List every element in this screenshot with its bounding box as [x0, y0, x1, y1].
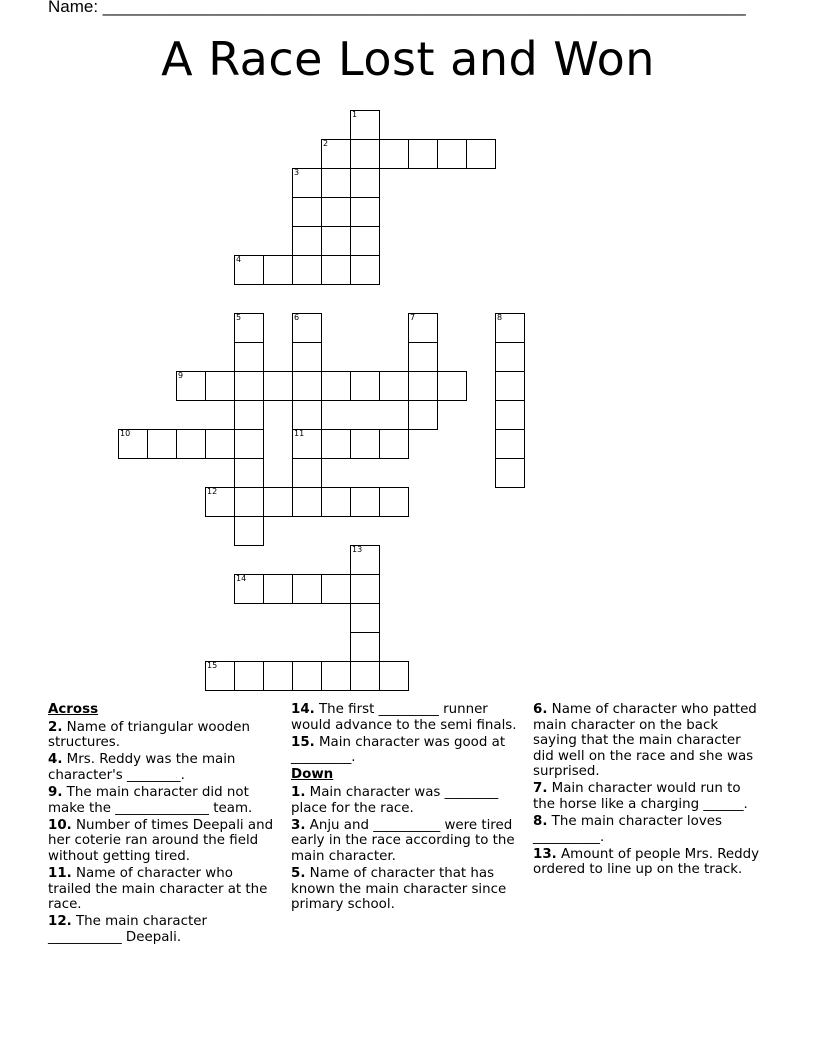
clue-item-text: Main character was ________ place for the race. — [291, 784, 499, 816]
grid-cell[interactable] — [437, 139, 467, 169]
grid-cell[interactable] — [292, 574, 322, 604]
grid-cell[interactable] — [292, 313, 322, 343]
grid-cell[interactable] — [263, 371, 293, 401]
clue-number: 2 — [323, 139, 329, 148]
grid-cell[interactable] — [292, 255, 322, 285]
grid-cell[interactable] — [350, 226, 380, 256]
clue-number: 15 — [207, 661, 218, 670]
clue-item — [533, 847, 765, 878]
clue-number: 13 — [352, 545, 363, 554]
grid-cell[interactable] — [379, 487, 409, 517]
grid-cell[interactable] — [350, 139, 380, 169]
clue-item — [291, 735, 523, 766]
clue-item-number: 14. — [291, 702, 315, 717]
down-clue-list — [291, 785, 523, 913]
clue-item — [48, 752, 280, 783]
grid-cell[interactable] — [350, 545, 380, 575]
clue-item-text: The main character ___________ Deepali. — [48, 914, 207, 945]
grid-cell[interactable] — [350, 661, 380, 691]
grid-cell[interactable] — [292, 371, 322, 401]
grid-cell[interactable] — [408, 371, 438, 401]
grid-cell[interactable] — [234, 400, 264, 430]
grid-cell[interactable] — [234, 429, 264, 459]
grid-cell[interactable] — [321, 371, 351, 401]
grid-cell[interactable] — [321, 197, 351, 227]
grid-cell[interactable] — [321, 487, 351, 517]
grid-cell[interactable] — [292, 458, 322, 488]
clue-item-number: 6. — [533, 702, 548, 717]
clue-item-text: The main character did not make the ______________ team. — [48, 784, 253, 816]
grid-cell[interactable] — [292, 429, 322, 459]
grid-cell[interactable] — [205, 487, 235, 517]
grid-cell[interactable] — [408, 139, 438, 169]
clues-column-3 — [533, 702, 765, 880]
grid-cell[interactable] — [379, 139, 409, 169]
grid-cell[interactable] — [350, 487, 380, 517]
clue-number: 9 — [178, 371, 184, 380]
across-clue-list — [48, 720, 280, 946]
across-clue-list-continued — [291, 702, 523, 766]
across-heading: Across — [48, 702, 99, 717]
grid-cell[interactable] — [292, 197, 322, 227]
grid-cell[interactable] — [408, 342, 438, 372]
down-heading: Down — [291, 767, 334, 783]
clue-number: 6 — [294, 313, 300, 322]
clue-item-number: 1. — [291, 784, 306, 800]
grid-cell[interactable] — [495, 371, 525, 401]
clue-item-number: 9. — [48, 784, 63, 800]
grid-cell[interactable] — [379, 371, 409, 401]
grid-cell[interactable] — [176, 371, 206, 401]
grid-cell[interactable] — [466, 139, 496, 169]
grid-cell[interactable] — [495, 458, 525, 488]
clue-item-number: 5. — [291, 865, 306, 881]
clue-number: 14 — [236, 574, 247, 583]
grid-cell[interactable] — [350, 168, 380, 198]
clue-item-number: 7. — [533, 781, 548, 797]
page-title: A Race Lost and Won — [161, 32, 655, 86]
grid-cell[interactable] — [321, 226, 351, 256]
clue-item-text: The first _________ runner would advance to the semi finals. — [291, 702, 517, 733]
clue-number: 8 — [497, 313, 503, 322]
clue-item — [48, 785, 280, 816]
grid-cell[interactable] — [205, 661, 235, 691]
grid-cell[interactable] — [321, 168, 351, 198]
grid-cell[interactable] — [495, 400, 525, 430]
clue-number: 11 — [294, 429, 305, 438]
clue-item-number: 15. — [291, 734, 315, 750]
grid-cell[interactable] — [292, 487, 322, 517]
clue-item — [533, 781, 765, 812]
clue-item-text: Main character was good at _________. — [291, 734, 506, 766]
grid-cell[interactable] — [379, 661, 409, 691]
grid-cell[interactable] — [234, 342, 264, 372]
grid-cell[interactable] — [350, 429, 380, 459]
grid-cell[interactable] — [350, 574, 380, 604]
grid-cell[interactable] — [321, 255, 351, 285]
grid-cell[interactable] — [437, 371, 467, 401]
grid-cell[interactable] — [292, 400, 322, 430]
grid-cell[interactable] — [350, 255, 380, 285]
grid-cell[interactable] — [118, 429, 148, 459]
clue-item-number: 13. — [533, 846, 557, 862]
grid-cell[interactable] — [263, 661, 293, 691]
clue-item-text: Mrs. Reddy was the main character's ________. — [48, 752, 236, 783]
clue-item-number: 2. — [48, 719, 63, 735]
grid-cell[interactable] — [495, 342, 525, 372]
grid-cell[interactable] — [147, 429, 177, 459]
clue-number: 7 — [410, 313, 416, 322]
grid-cell[interactable] — [408, 400, 438, 430]
clue-number: 10 — [120, 429, 131, 438]
grid-cell[interactable] — [292, 661, 322, 691]
grid-cell[interactable] — [321, 429, 351, 459]
grid-cell[interactable] — [350, 632, 380, 662]
clue-item-text: Name of character that has known the main character since primary school. — [291, 865, 507, 913]
clue-item-text: Name of character who trailed the main character at the race. — [48, 865, 268, 913]
clue-item — [48, 720, 280, 751]
grid-cell[interactable] — [350, 371, 380, 401]
clue-number: 4 — [236, 255, 242, 264]
clue-item-text: The main character loves __________. — [533, 814, 722, 845]
grid-cell[interactable] — [292, 342, 322, 372]
grid-cell[interactable] — [234, 661, 264, 691]
name-field[interactable]: Name: ____________________________________________________________________ — [48, 0, 746, 16]
grid-cell[interactable] — [350, 603, 380, 633]
clue-item — [291, 866, 523, 913]
clue-item-text: Number of times Deepali and her coterie ran around the field without getting tired. — [48, 817, 274, 864]
clue-number: 1 — [352, 110, 358, 119]
clues-column-2 — [291, 702, 523, 914]
clue-item-text: Amount of people Mrs. Reddy ordered to line up on the track. — [533, 846, 760, 878]
grid-cell[interactable] — [263, 255, 293, 285]
clue-item — [291, 818, 523, 865]
clue-item — [48, 914, 280, 945]
clue-item-number: 12. — [48, 914, 72, 930]
clues-column-1 — [48, 702, 280, 947]
grid-cell[interactable] — [234, 255, 264, 285]
grid-cell[interactable] — [292, 226, 322, 256]
grid-cell[interactable] — [234, 487, 264, 517]
grid-cell[interactable] — [292, 168, 322, 198]
grid-cell[interactable] — [495, 313, 525, 343]
clue-item-text: Main character would run to the horse like a charging ______. — [533, 781, 748, 813]
grid-cell[interactable] — [321, 574, 351, 604]
grid-cell[interactable] — [234, 313, 264, 343]
grid-cell[interactable] — [234, 516, 264, 546]
clue-number: 12 — [207, 487, 218, 496]
grid-cell[interactable] — [321, 661, 351, 691]
grid-cell[interactable] — [176, 429, 206, 459]
clue-item-number: 10. — [48, 817, 72, 833]
clue-item-text: Name of character who patted main character on the back saying that the main character did well on the race and she was surprised. — [533, 702, 757, 780]
grid-cell[interactable] — [408, 313, 438, 343]
clue-item — [48, 818, 280, 865]
clue-item-number: 4. — [48, 752, 63, 768]
clue-item-number: 11. — [48, 865, 72, 881]
grid-cell[interactable] — [263, 487, 293, 517]
grid-cell[interactable] — [234, 458, 264, 488]
grid-cell[interactable] — [350, 110, 380, 140]
clue-item-number: 8. — [533, 814, 548, 830]
grid-cell[interactable] — [350, 197, 380, 227]
clue-item-text: Name of triangular wooden structures. — [48, 719, 251, 751]
clue-item — [533, 814, 765, 845]
grid-cell[interactable] — [205, 371, 235, 401]
clue-item-text: Anju and __________ were tired early in the race according to the main character. — [291, 817, 515, 864]
grid-cell[interactable] — [205, 429, 235, 459]
grid-cell[interactable] — [234, 371, 264, 401]
grid-cell[interactable] — [379, 429, 409, 459]
clue-item — [533, 702, 765, 780]
clue-item — [291, 702, 523, 733]
grid-cell[interactable] — [495, 429, 525, 459]
grid-cell[interactable] — [234, 574, 264, 604]
clue-number: 3 — [294, 168, 300, 177]
grid-cell[interactable] — [263, 574, 293, 604]
clue-item — [291, 785, 523, 816]
clue-number: 5 — [236, 313, 242, 322]
down-clue-list-continued — [533, 702, 765, 878]
clue-item — [48, 866, 280, 913]
clue-item-number: 3. — [291, 817, 306, 833]
grid-cell[interactable] — [321, 139, 351, 169]
